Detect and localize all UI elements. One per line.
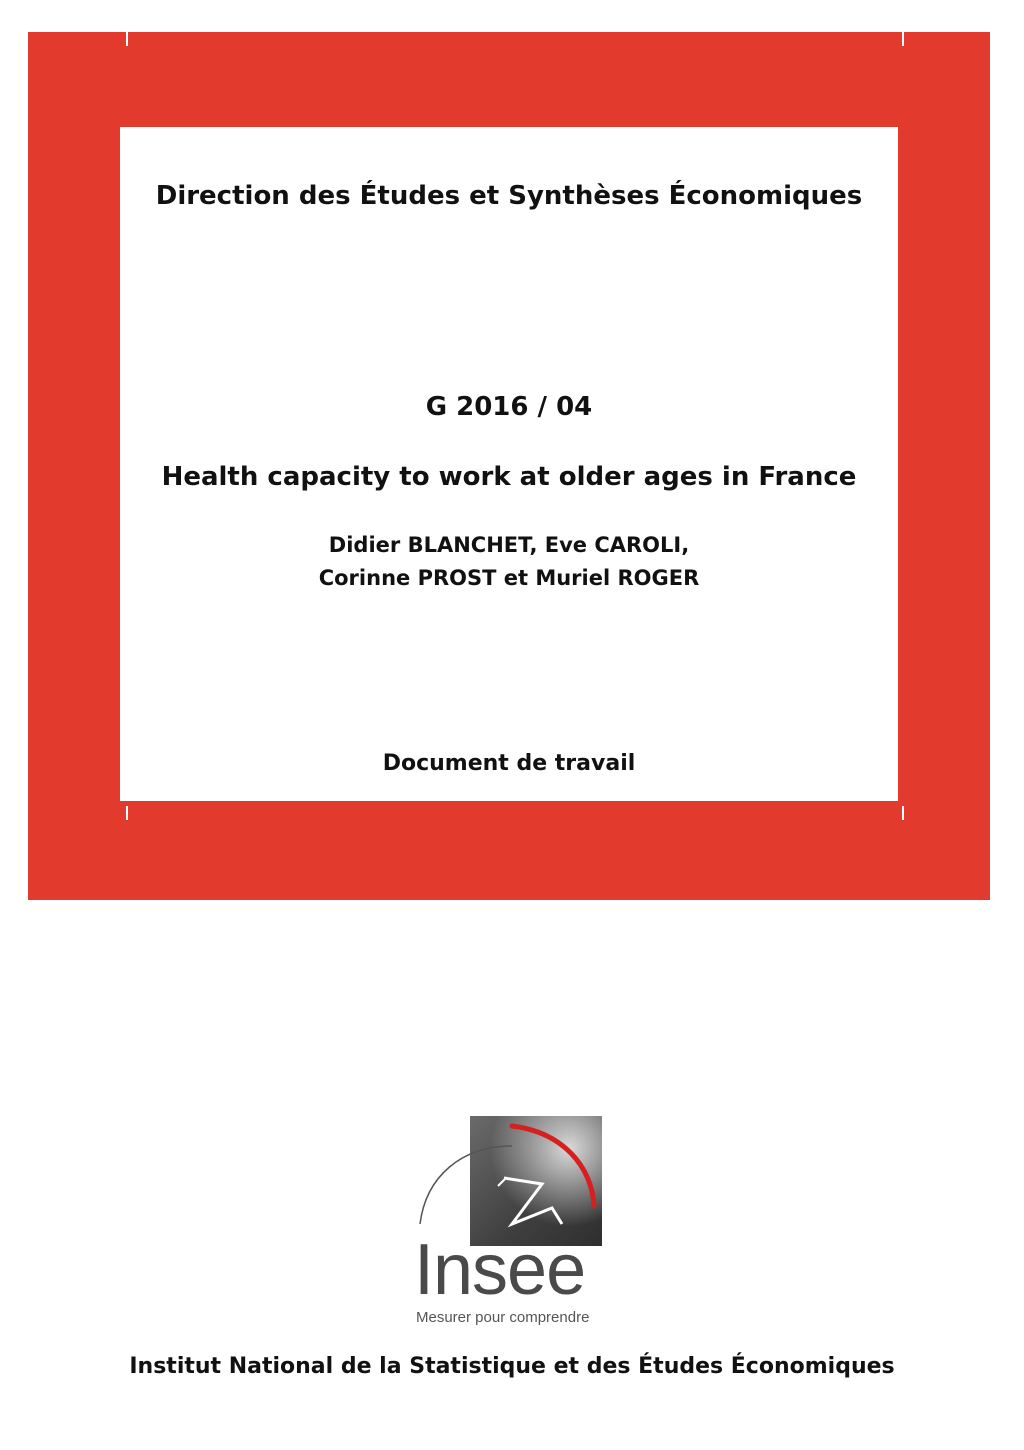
frame-crop-mark [126,806,128,820]
insee-tagline: Mesurer pour comprendre [416,1309,590,1326]
frame-crop-mark [902,806,904,820]
direction-heading: Direction des Études et Synthèses Économiques [155,181,863,211]
cover-title-box [120,127,898,801]
insee-wordmark: Insee [414,1230,586,1310]
insee-logo-graphic-icon [412,1116,612,1246]
frame-crop-mark [126,32,128,46]
institute-name: Institut National de la Statistique et des Études Économiques [129,1354,895,1379]
document-number: G 2016 / 04 [425,392,593,422]
authors-line-2: Corinne PROST et Muriel ROGER [318,566,700,590]
authors-line-1: Didier BLANCHET, Eve CAROLI, [328,533,690,557]
insee-logo [412,1116,612,1330]
document-title: Health capacity to work at older ages in France [161,462,857,492]
frame-crop-mark [902,32,904,46]
document-type: Document de travail [382,751,636,776]
